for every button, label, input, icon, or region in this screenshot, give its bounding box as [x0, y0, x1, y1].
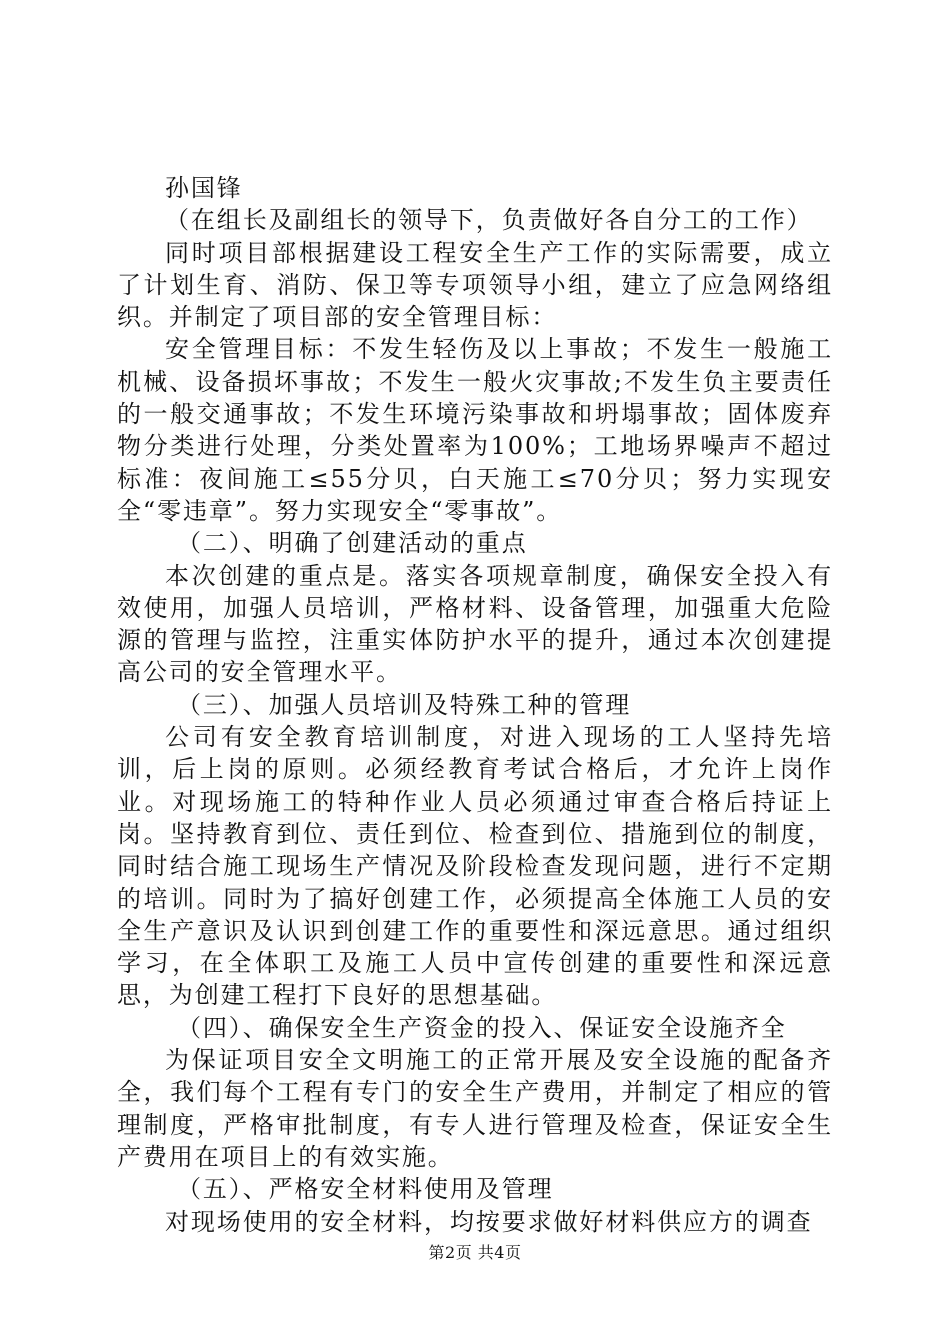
section-heading-materials: （五）、严格安全材料使用及管理	[177, 1175, 554, 1204]
paragraph-safety-targets: 安全管理目标：不发生轻伤及以上事故；不发生一般施工机械、设备损坏事故；不发生一般火灾事故;不发生负主要责任的一般交通事故；不发生环境污染事故和坍塌事故；固体废弃物分类进行处理，分类处置率为100%；工地场界噪声不超过标准：夜间施工≤55分贝，白天施工≤70分贝；努力实现安全“零违章”。努力实现安全“零事故”。	[117, 335, 833, 525]
paragraph-name-line: 孙国锋	[165, 174, 243, 202]
paragraph-leadership-groups: 同时项目部根据建设工程安全生产工作的实际需要，成立了计划生育、消防、保卫等专项领导小组，建立了应急网络组织。并制定了项目部的安全管理目标：	[117, 238, 833, 332]
section-heading-training: （三）、加强人员培训及特殊工种的管理	[177, 690, 632, 719]
section-heading-focus: （二）、明确了创建活动的重点	[177, 529, 528, 558]
page-number-footer: 第2页 共4页	[428, 1243, 522, 1262]
document-body	[117, 172, 833, 1238]
paragraph-duty-note: （在组长及副组长的领导下，负责做好各自分工的工作）	[165, 206, 813, 235]
paragraph-funding: 为保证项目安全文明施工的正常开展及安全设施的配备齐全，我们每个工程有专门的安全生产费用，并制定了相应的管理制度，严格审批制度，有专人进行管理及检查，保证安全生产费用在项目上的有效实施。	[117, 1046, 833, 1171]
paragraph-focus: 本次创建的重点是。落实各项规章制度，确保安全投入有效使用，加强人员培训，严格材料、设备管理，加强重大危险源的管理与监控，注重实体防护水平的提升，通过本次创建提高公司的安全管理水平。	[117, 561, 833, 687]
paragraph-training: 公司有安全教育培训制度，对进入现场的工人坚持先培训，后上岗的原则。必须经教育考试合格后，才允许上岗作业。对现场施工的特种作业人员必须通过审查合格后持证上岗。坚持教育到位、责任到位、检查到位、措施到位的制度，同时结合施工现场生产情况及阶段检查发现问题，进行不定期的培训。同时为了搞好创建工作，必须提高全体施工人员的安全生产意识及认识到创建工作的重要性和深远意思。通过组织学习，在全体职工及施工人员中宣传创建的重要性和深远意思，为创建工程打下良好的思想基础。	[117, 723, 833, 1010]
paragraph-materials: 对现场使用的安全材料，均按要求做好材料供应方的调查	[165, 1207, 813, 1236]
section-heading-funding: （四）、确保安全生产资金的投入、保证安全设施齐全	[177, 1013, 787, 1042]
